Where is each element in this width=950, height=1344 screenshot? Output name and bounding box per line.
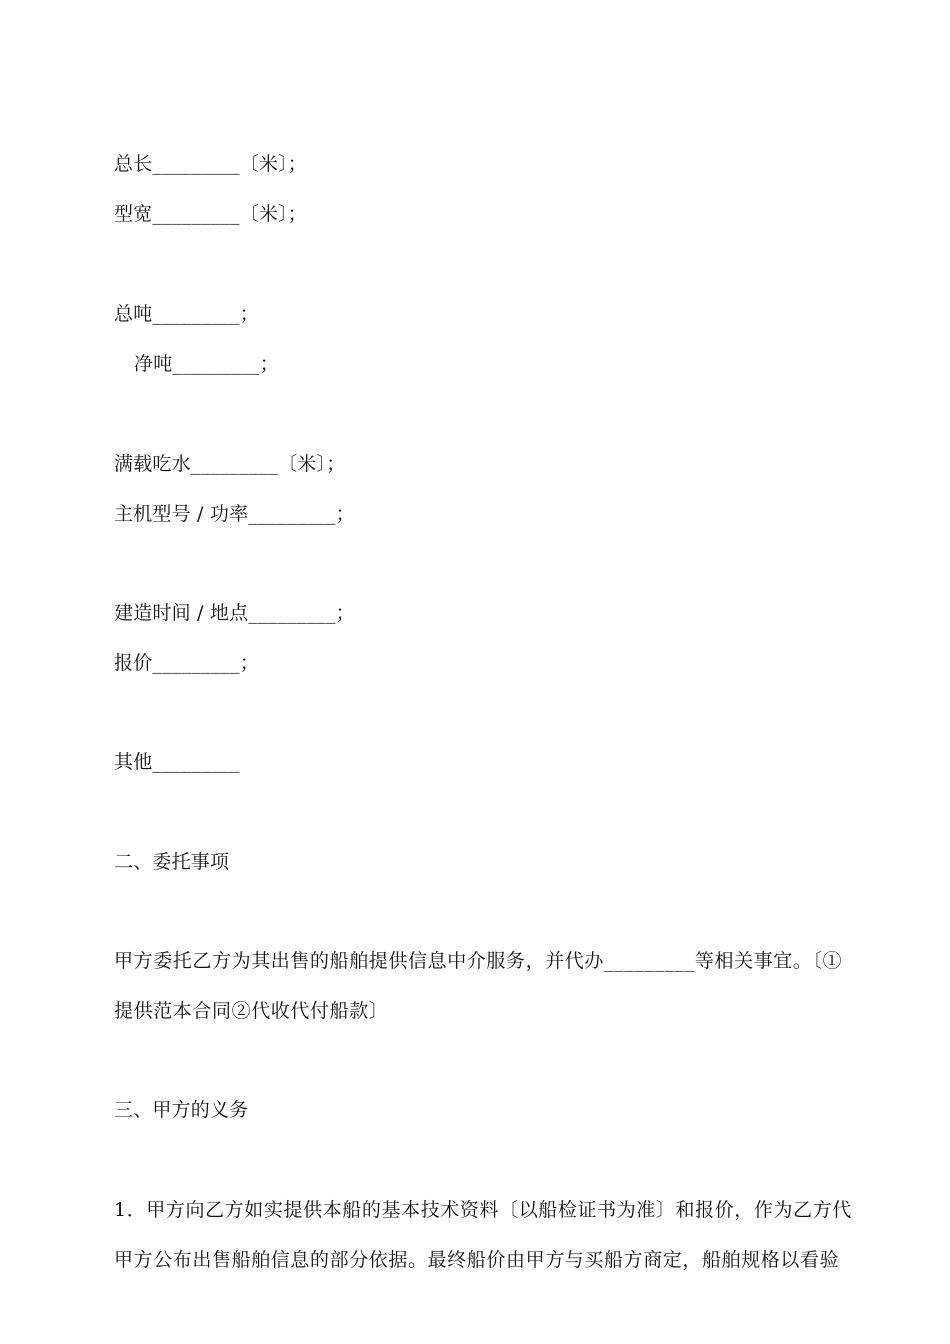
section2-heading: 二、委托事项: [114, 851, 230, 873]
spec-net-tonnage: 净吨_________；: [134, 353, 279, 375]
spec-built: 建造时间 / 地点_________；: [114, 602, 355, 624]
section2-body-line2: 提供范本合同②代收代付船款〕: [114, 1000, 389, 1022]
spec-length: 总长_________〔米〕；: [114, 153, 308, 175]
section3-item1-line1: 1．甲方向乙方如实提供本船的基本技术资料〔以船检证书为准〕和报价，作为乙方代: [114, 1199, 852, 1221]
spec-engine: 主机型号 / 功率_________；: [114, 503, 355, 525]
section2-body-line1: 甲方委托乙方为其出售的船舶提供信息中介服务，并代办_________等相关事宜。〔①: [114, 950, 843, 972]
spec-other: 其他_________: [114, 751, 240, 773]
spec-gross-tonnage: 总吨_________；: [114, 303, 259, 325]
section3-item1-line2: 甲方公布出售船舶信息的部分依据。最终船价由甲方与买船方商定，船舶规格以看验: [114, 1249, 840, 1271]
section3-heading: 三、甲方的义务: [114, 1099, 249, 1121]
spec-draft: 满载吃水_________〔米〕；: [114, 453, 346, 475]
spec-price: 报价_________；: [114, 652, 259, 674]
spec-beam: 型宽_________〔米〕；: [114, 203, 308, 225]
